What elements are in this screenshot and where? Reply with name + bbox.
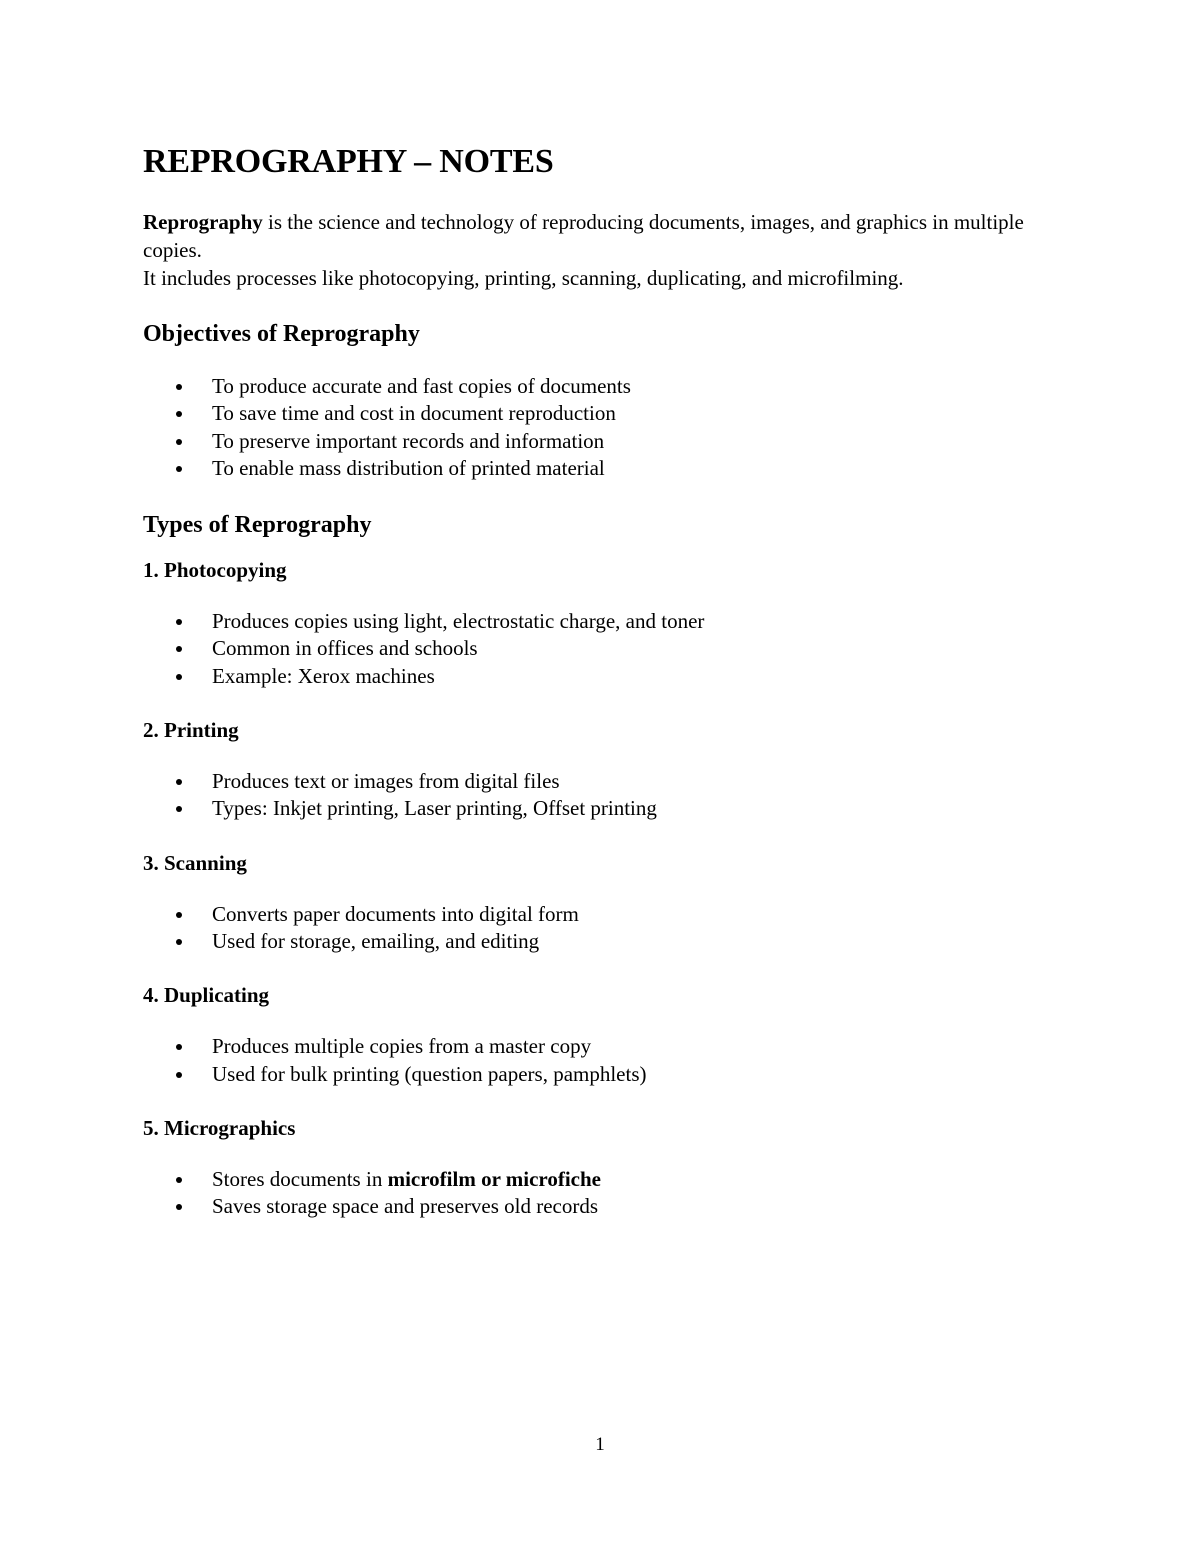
list-item — [143, 1166, 1073, 1193]
page-content — [143, 140, 1073, 1220]
micrographics-heading: 5. Micrographics — [143, 1115, 296, 1140]
list-item: Produces multiple copies from a master copy — [143, 1033, 1073, 1060]
intro-definition — [143, 208, 1073, 264]
printing-heading: 2. Printing — [143, 718, 239, 743]
list-item: To save time and cost in document reproduction — [143, 400, 1073, 427]
list-item: Used for storage, emailing, and editing — [143, 928, 1073, 955]
photocopying-list — [143, 608, 1073, 690]
intro-term: Reprography — [143, 210, 263, 234]
list-item: Common in offices and schools — [143, 635, 1073, 662]
intro-paragraph — [143, 208, 1073, 292]
duplicating-list — [143, 1033, 1073, 1088]
list-item: Types: Inkjet printing, Laser printing, Offset printing — [143, 795, 1073, 822]
intro-definition-text: is the science and technology of reproducing documents, images, and graphics in multiple copies. — [143, 210, 1024, 262]
list-item: To produce accurate and fast copies of documents — [143, 373, 1073, 400]
list-item: To enable mass distribution of printed material — [143, 455, 1073, 482]
list-item: Produces text or images from digital files — [143, 768, 1073, 795]
document-title: REPROGRAPHY – NOTES — [143, 143, 554, 180]
photocopying-heading: 1. Photocopying — [143, 558, 287, 583]
micrographics-list — [143, 1166, 1073, 1221]
list-item: Produces copies using light, electrostatic charge, and toner — [143, 608, 1073, 635]
printing-list — [143, 768, 1073, 823]
objectives-heading: Objectives of Reprography — [143, 321, 420, 347]
list-item: Example: Xerox machines — [143, 663, 1073, 690]
objectives-list — [143, 373, 1073, 482]
duplicating-heading: 4. Duplicating — [143, 983, 270, 1008]
list-item: Converts paper documents into digital form — [143, 901, 1073, 928]
list-item: Saves storage space and preserves old records — [143, 1193, 1073, 1220]
scanning-heading: 3. Scanning — [143, 850, 247, 875]
scanning-list — [143, 901, 1073, 956]
list-item: To preserve important records and information — [143, 428, 1073, 455]
page-number: 1 — [595, 1434, 605, 1455]
intro-second-line: It includes processes like photocopying, printing, scanning, duplicating, and microfilming. — [143, 266, 904, 290]
micrographics-item-bold: microfilm or microfiche — [387, 1166, 602, 1191]
list-item: Used for bulk printing (question papers, pamphlets) — [143, 1061, 1073, 1088]
types-heading: Types of Reprography — [143, 512, 372, 539]
micrographics-item-prefix: Stores documents in — [212, 1166, 388, 1191]
